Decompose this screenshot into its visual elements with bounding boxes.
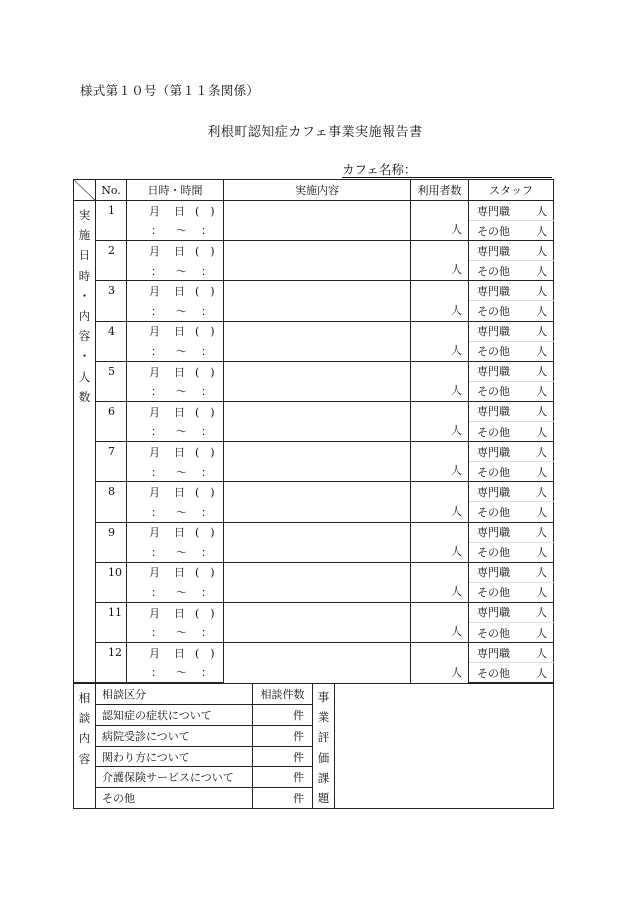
users-count-field[interactable] [411,602,469,642]
row-number: 9 [96,522,127,562]
time-field[interactable] [127,301,224,321]
time-colon-start: ： [151,344,162,358]
staff-professional-field[interactable] [469,602,554,622]
header-no: No. [96,180,127,201]
time-colon-start: ： [151,626,162,640]
day-label: 日 [174,285,185,299]
staff-unit: 人 [536,666,547,680]
staff-unit: 人 [536,546,547,560]
side-label-char: 容 [78,751,91,766]
staff-professional-field[interactable] [469,522,554,542]
staff-unit: 人 [536,325,547,339]
staff-professional-label: 専門職 [477,485,510,499]
persons-unit: 人 [451,464,462,478]
date-field[interactable] [127,241,224,261]
weekday-label: ( ) [195,204,215,218]
date-field[interactable] [127,602,224,622]
time-colon-start: ： [151,586,162,600]
time-colon-end: ： [201,385,212,399]
time-field[interactable] [127,422,224,442]
count-unit: 件 [293,771,304,785]
content-field[interactable] [224,281,411,321]
users-count-field[interactable] [411,562,469,602]
document-title: 利根町認知症カフェ事業実施報告書 [207,125,423,140]
side-label-char: 人 [78,369,91,384]
time-field[interactable] [127,341,224,361]
row-number: 7 [96,442,127,482]
time-field[interactable] [127,582,224,602]
date-field[interactable] [127,643,224,663]
time-colon-end: ： [201,425,212,439]
time-colon-end: ： [201,545,212,559]
month-label: 月 [149,204,160,218]
staff-unit: 人 [536,204,547,218]
cafe-name-field[interactable] [342,160,552,178]
persons-unit: 人 [451,665,462,679]
staff-other-field[interactable] [469,341,554,361]
staff-unit: 人 [536,485,547,499]
staff-other-label: その他 [477,264,510,278]
persons-unit: 人 [451,223,462,237]
month-label: 月 [149,606,160,620]
staff-other-label: その他 [477,666,510,680]
count-unit: 件 [293,708,304,722]
staff-professional-label: 専門職 [477,646,510,660]
side-label-char: 数 [78,389,91,404]
entry-row-top [74,281,554,301]
time-field[interactable] [127,261,224,281]
staff-other-field[interactable] [469,622,554,642]
day-label: 日 [174,526,185,540]
entry-row-top [74,602,554,622]
persons-unit: 人 [451,504,462,518]
time-field[interactable] [127,502,224,522]
side-label-char: 実 [78,208,91,222]
staff-unit: 人 [536,465,547,479]
staff-professional-field[interactable] [469,442,554,462]
time-field[interactable] [127,622,224,642]
staff-professional-field[interactable] [469,643,554,663]
content-field[interactable] [224,361,411,401]
staff-other-field[interactable] [469,422,554,442]
staff-other-label: その他 [477,465,510,479]
persons-unit: 人 [451,303,462,317]
users-count-field[interactable] [411,281,469,321]
staff-professional-field[interactable] [469,321,554,341]
time-tilde: ～ [176,545,187,559]
staff-professional-label: 専門職 [477,325,510,339]
users-count-field[interactable] [411,361,469,401]
month-label: 月 [149,365,160,379]
row-number: 1 [96,201,127,241]
content-field[interactable] [224,482,411,522]
implementation-table [73,179,554,683]
entry-row-top [74,241,554,261]
time-colon-end: ： [201,505,212,519]
row-number: 11 [96,602,127,642]
staff-unit: 人 [536,566,547,580]
month-label: 月 [149,486,160,500]
staff-unit: 人 [536,586,547,600]
weekday-label: ( ) [195,486,215,500]
row-number: 10 [96,562,127,602]
staff-professional-label: 専門職 [477,606,510,620]
header-consult-category: 相談区分 [96,684,253,705]
evaluation-label-char: 題 [317,791,330,806]
time-field[interactable] [127,663,224,683]
month-label: 月 [149,244,160,258]
side-label-char: ・ [78,288,91,303]
users-count-field[interactable] [411,522,469,562]
users-count-field[interactable] [411,643,469,683]
staff-unit: 人 [536,224,547,238]
header-users: 利用者数 [411,180,469,201]
day-label: 日 [174,486,185,500]
staff-professional-field[interactable] [469,241,554,261]
time-tilde: ～ [176,465,187,479]
consult-category: その他 [96,788,253,809]
content-field[interactable] [224,321,411,361]
users-count-field[interactable] [411,401,469,441]
time-tilde: ～ [176,666,187,680]
staff-unit: 人 [536,264,547,278]
staff-professional-label: 専門職 [477,405,510,419]
time-tilde: ～ [176,385,187,399]
evaluation-label-char: 評 [317,730,330,745]
side-label-char: 内 [78,731,91,746]
staff-professional-field[interactable] [469,201,554,221]
day-label: 日 [174,244,185,258]
weekday-label: ( ) [195,646,215,660]
content-field[interactable] [224,201,411,241]
staff-other-field[interactable] [469,462,554,482]
weekday-label: ( ) [195,244,215,258]
side-label-char: 施 [78,228,91,243]
header-content: 実施内容 [224,180,411,201]
time-tilde: ～ [176,224,187,238]
row-number: 2 [96,241,127,281]
row-number: 6 [96,401,127,441]
evaluation-label-char: 事 [317,690,330,704]
count-unit: 件 [293,792,304,806]
time-colon-end: ： [201,465,212,479]
evaluation-label-char: 価 [317,750,330,765]
side-label-implementation [74,201,96,683]
consult-count-field[interactable] [253,788,313,809]
consult-count-field[interactable] [253,704,313,725]
entry-row-top [74,401,554,421]
staff-unit: 人 [536,405,547,419]
consult-count-field[interactable] [253,725,313,746]
time-colon-start: ： [151,666,162,680]
evaluation-label-char: 課 [317,770,330,785]
consult-category: 認知症の症状について [96,704,253,725]
staff-other-field[interactable] [469,582,554,602]
day-label: 日 [174,606,185,620]
diagonal-corner-cell [74,180,96,201]
content-field[interactable] [224,442,411,482]
side-label-char: 日 [78,248,91,263]
header-datetime: 日時・時間 [127,180,224,201]
staff-unit: 人 [536,606,547,620]
staff-unit: 人 [536,505,547,519]
staff-unit: 人 [536,284,547,298]
time-colon-start: ： [151,224,162,238]
staff-unit: 人 [536,626,547,640]
time-field[interactable] [127,462,224,482]
row-number: 12 [96,643,127,683]
time-tilde: ～ [176,586,187,600]
staff-professional-label: 専門職 [477,445,510,459]
staff-other-field[interactable] [469,381,554,401]
staff-unit: 人 [536,305,547,319]
month-label: 月 [149,526,160,540]
time-field[interactable] [127,381,224,401]
date-field[interactable] [127,562,224,582]
month-label: 月 [149,646,160,660]
day-label: 日 [174,204,185,218]
side-label-char: 相 [78,691,91,705]
time-tilde: ～ [176,626,187,640]
time-tilde: ～ [176,505,187,519]
content-field[interactable] [224,401,411,441]
staff-unit: 人 [536,365,547,379]
staff-professional-field[interactable] [469,281,554,301]
content-field[interactable] [224,643,411,683]
staff-professional-label: 専門職 [477,526,510,540]
header-consult-count: 相談件数 [253,684,313,705]
time-colon-start: ： [151,304,162,318]
time-colon-start: ： [151,545,162,559]
side-label-char: 内 [78,309,91,324]
cafe-name-underline [342,177,552,178]
count-unit: 件 [293,729,304,743]
content-field[interactable] [224,241,411,281]
persons-unit: 人 [451,263,462,277]
persons-unit: 人 [451,584,462,598]
entry-row-top [74,522,554,542]
weekday-label: ( ) [195,566,215,580]
entry-row-top [74,442,554,462]
staff-unit: 人 [536,445,547,459]
time-tilde: ～ [176,425,187,439]
staff-professional-field[interactable] [469,562,554,582]
persons-unit: 人 [451,343,462,357]
month-label: 月 [149,285,160,299]
date-field[interactable] [127,482,224,502]
entry-row-top [74,482,554,502]
consult-count-field[interactable] [253,767,313,788]
date-field[interactable] [127,522,224,542]
entry-row-top [74,643,554,663]
consult-category: 病院受診について [96,725,253,746]
content-field[interactable] [224,602,411,642]
staff-other-field[interactable] [469,502,554,522]
entry-row-top [74,321,554,341]
users-count-field[interactable] [411,241,469,281]
row-number: 8 [96,482,127,522]
staff-professional-field[interactable] [469,401,554,421]
time-colon-end: ： [201,224,212,238]
day-label: 日 [174,566,185,580]
persons-unit: 人 [451,424,462,438]
date-field[interactable] [127,201,224,221]
day-label: 日 [174,646,185,660]
evaluation-label [313,684,335,809]
consult-header-row [74,684,554,705]
staff-other-field[interactable] [469,261,554,281]
entry-row-top [74,201,554,221]
persons-unit: 人 [451,625,462,639]
side-label-char: 容 [78,329,91,344]
time-colon-end: ： [201,344,212,358]
consultation-table [73,683,554,809]
month-label: 月 [149,405,160,419]
time-tilde: ～ [176,304,187,318]
staff-unit: 人 [536,244,547,258]
weekday-label: ( ) [195,365,215,379]
time-colon-start: ： [151,385,162,399]
row-number: 4 [96,321,127,361]
staff-other-label: その他 [477,224,510,238]
staff-other-field[interactable] [469,301,554,321]
consult-category: 関わり方について [96,746,253,767]
evaluation-field[interactable] [335,684,554,809]
date-field[interactable] [127,401,224,421]
staff-professional-label: 専門職 [477,204,510,218]
staff-other-label: その他 [477,305,510,319]
consult-count-field[interactable] [253,746,313,767]
time-colon-start: ： [151,505,162,519]
staff-professional-label: 専門職 [477,284,510,298]
time-colon-end: ： [201,586,212,600]
weekday-label: ( ) [195,285,215,299]
consult-category: 介護保険サービスについて [96,767,253,788]
staff-professional-label: 専門職 [477,365,510,379]
side-label-char: 談 [78,711,91,726]
cafe-name-label: カフェ名称： [342,162,417,177]
content-field[interactable] [224,522,411,562]
header-staff: スタッフ [469,180,554,201]
staff-unit: 人 [536,425,547,439]
staff-professional-label: 専門職 [477,244,510,258]
users-count-field[interactable] [411,201,469,241]
staff-other-label: その他 [477,385,510,399]
staff-professional-label: 専門職 [477,566,510,580]
staff-other-label: その他 [477,345,510,359]
time-field[interactable] [127,542,224,562]
staff-other-field[interactable] [469,221,554,241]
weekday-label: ( ) [195,606,215,620]
count-unit: 件 [293,750,304,764]
staff-unit: 人 [536,526,547,540]
time-colon-end: ： [201,264,212,278]
staff-other-label: その他 [477,425,510,439]
day-label: 日 [174,365,185,379]
persons-unit: 人 [451,544,462,558]
form-number: 様式第１０号（第１１条関係） [80,83,260,98]
staff-professional-field[interactable] [469,361,554,381]
month-label: 月 [149,566,160,580]
staff-professional-field[interactable] [469,482,554,502]
users-count-field[interactable] [411,442,469,482]
time-colon-start: ： [151,465,162,479]
staff-other-label: その他 [477,505,510,519]
date-field[interactable] [127,321,224,341]
table-header-row [74,180,554,201]
entry-row-top [74,562,554,582]
side-label-char: 時 [78,268,91,283]
staff-other-field[interactable] [469,542,554,562]
staff-other-label: その他 [477,546,510,560]
time-tilde: ～ [176,264,187,278]
weekday-label: ( ) [195,526,215,540]
month-label: 月 [149,445,160,459]
side-label-consultation [74,684,96,809]
persons-unit: 人 [451,383,462,397]
time-field[interactable] [127,221,224,241]
row-number: 3 [96,281,127,321]
time-tilde: ～ [176,344,187,358]
side-label-char: ・ [78,349,91,364]
time-colon-end: ： [201,666,212,680]
row-number: 5 [96,361,127,401]
day-label: 日 [174,445,185,459]
staff-other-field[interactable] [469,663,554,683]
staff-unit: 人 [536,345,547,359]
weekday-label: ( ) [195,325,215,339]
date-field[interactable] [127,361,224,381]
time-colon-end: ： [201,626,212,640]
day-label: 日 [174,405,185,419]
users-count-field[interactable] [411,482,469,522]
date-field[interactable] [127,442,224,462]
time-colon-start: ： [151,425,162,439]
day-label: 日 [174,325,185,339]
staff-other-label: その他 [477,586,510,600]
time-colon-start: ： [151,264,162,278]
content-field[interactable] [224,562,411,602]
staff-unit: 人 [536,385,547,399]
weekday-label: ( ) [195,405,215,419]
staff-other-label: その他 [477,626,510,640]
evaluation-label-char: 業 [317,710,330,725]
entry-row-top [74,361,554,381]
date-field[interactable] [127,281,224,301]
time-colon-end: ： [201,304,212,318]
month-label: 月 [149,325,160,339]
staff-unit: 人 [536,646,547,660]
users-count-field[interactable] [411,321,469,361]
weekday-label: ( ) [195,445,215,459]
